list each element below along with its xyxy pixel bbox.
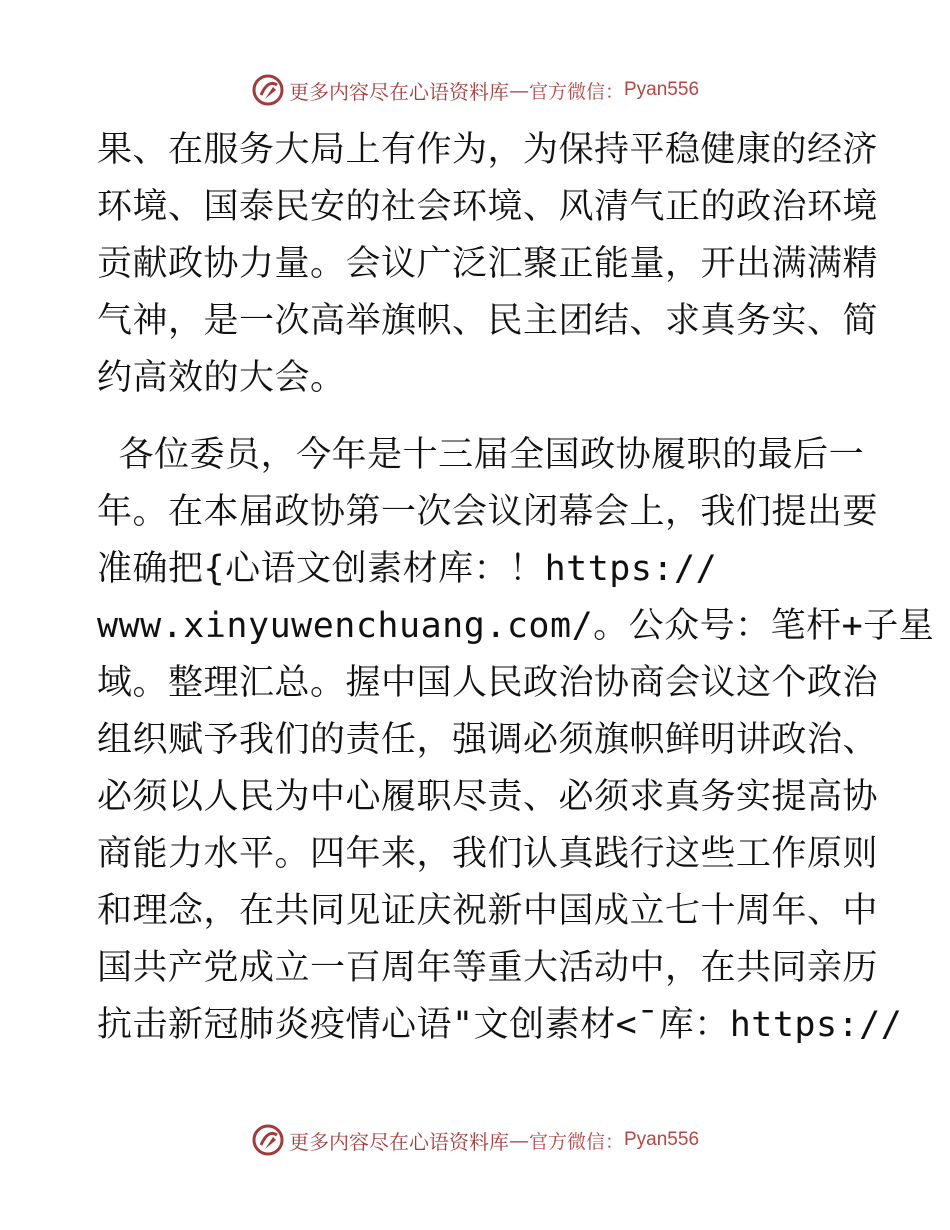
- footer-banner-dash: —: [508, 1128, 529, 1152]
- text-line: 贡献政协力量。会议广泛汇聚正能量，开出满满精: [97, 244, 879, 284]
- text-line: 约高效的大会。: [97, 358, 346, 398]
- header-banner: [0, 70, 950, 110]
- footer-wechat-id: Pyan556: [624, 1129, 700, 1150]
- header-banner-text: 更多内容尽在心语资料库: [288, 79, 509, 104]
- text-line: 气神，是一次高举旗帜、民主团结、求真务实、简: [97, 301, 879, 341]
- text-line: 域。整理汇总。握中国人民政治协商会议这个政治: [97, 663, 879, 703]
- text-line: 国共产党成立一百周年等重大活动中，在共同亲历: [97, 948, 879, 988]
- text-line: www.xinyuwenchuang.com/。公众号：笔杆+子星: [97, 606, 935, 646]
- text-line: 准确把{心语文创素材库：！https://: [97, 549, 718, 589]
- text-line: 各位委员，今年是十三届全国政协履职的最后一: [97, 435, 865, 475]
- paragraph-2: [97, 433, 935, 1048]
- paragraph-gap: [97, 413, 857, 433]
- text-line: 必须以人民为中心履职尽责、必须求真务实提高协: [97, 777, 879, 817]
- text-line: 年。在本届政协第一次会议闭幕会上，我们提出要: [97, 492, 879, 532]
- header-wechat-label: 官方微信：: [528, 80, 624, 103]
- footer-wechat-label: 官方微信：: [528, 1130, 624, 1153]
- text-line: 组织赋予我们的责任，强调必须旗帜鲜明讲政治、: [97, 720, 879, 760]
- text-line: 抗击新冠肺炎疫情心语"文创素材<¯库：https://: [97, 1005, 903, 1045]
- brand-logo-icon: [251, 1123, 285, 1157]
- brand-logo-icon: [251, 73, 285, 107]
- text-line: 商能力水平。四年来，我们认真践行这些工作原则: [97, 834, 879, 874]
- header-banner-dash: —: [508, 78, 529, 102]
- paragraph-1: [97, 128, 879, 401]
- text-line: 和理念，在共同见证庆祝新中国成立七十周年、中: [97, 891, 879, 931]
- text-line: 环境、国泰民安的社会环境、风清气正的政治环境: [97, 187, 879, 227]
- footer-banner-text: 更多内容尽在心语资料库: [288, 1129, 509, 1154]
- document-body: [97, 128, 935, 1060]
- text-line: 果、在服务大局上有作为，为保持平稳健康的经济: [97, 130, 879, 170]
- footer-banner: [0, 1120, 950, 1160]
- header-wechat-id: Pyan556: [624, 79, 700, 100]
